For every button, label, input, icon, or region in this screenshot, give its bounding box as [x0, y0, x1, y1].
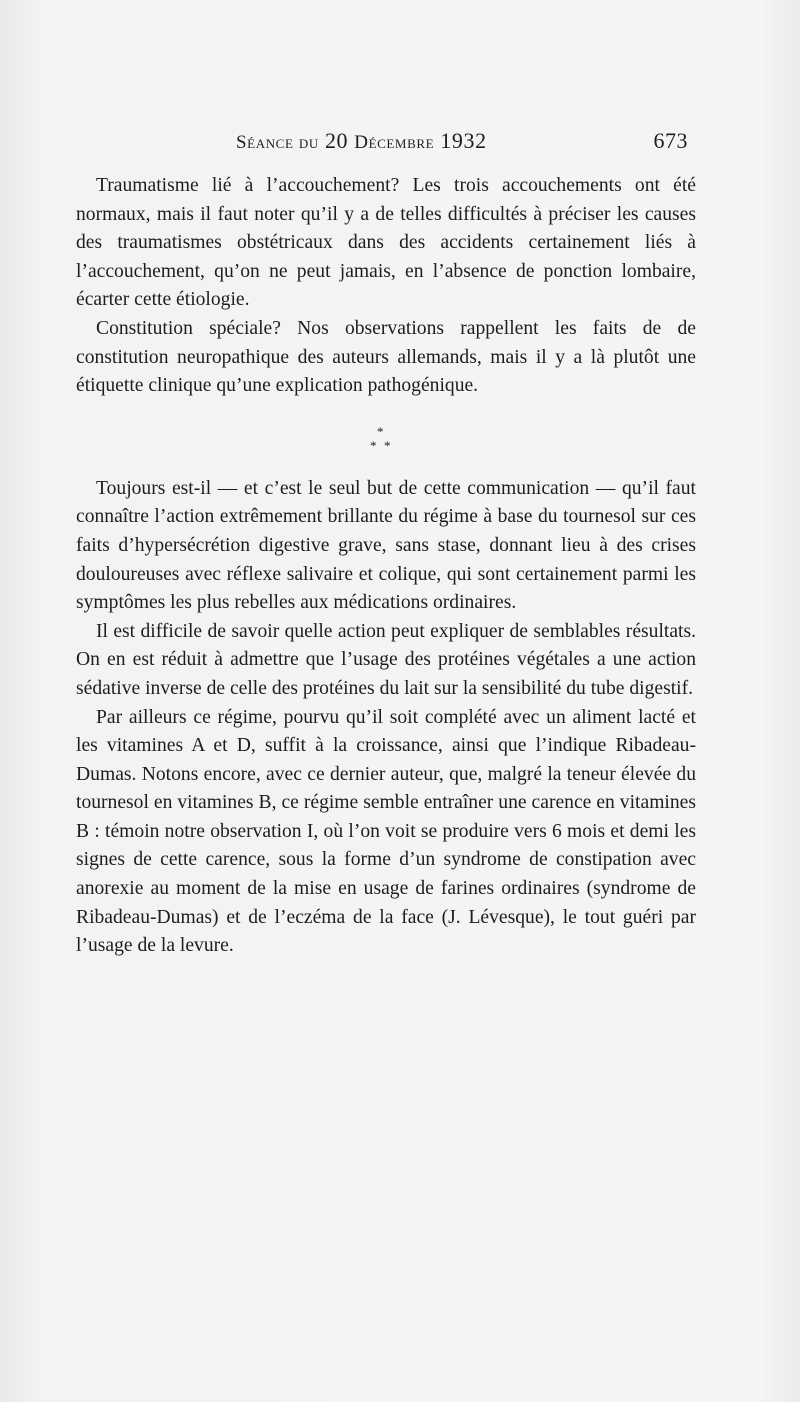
paragraph-traumatisme: Traumatisme lié à l’accouchement? Les trois accouchements ont été normaux, mais il faut noter qu’il y a de telles difficultés à préciser les causes des traumatismes obstétricaux dans des accidents certainement liés à l’accouchement, qu’on ne peut jamais, en l’absence de ponction lombaire, écarter cette étiologie. [76, 175, 696, 311]
paragraph-difficile: Il est difficile de savoir quelle action peut expliquer de semblables résultats. On en est réduit à admettre que l’usage des protéines végétales a une action sédative inverse de celle des protéines du lait sur la sensibilité du tube digestif. [76, 620, 696, 699]
running-title-year: 1932 [440, 128, 487, 153]
second-section [76, 475, 696, 961]
running-title-day: 20 [324, 128, 349, 153]
body-text [76, 172, 696, 961]
running-title-prefix: Séance du [236, 132, 319, 153]
asterism-separator [76, 401, 696, 475]
page-header [76, 128, 688, 164]
running-title [236, 128, 487, 154]
paragraph-constitution: Constitution spéciale? Nos observations rappellent les faits de de constitution neuropathique des auteurs allemands, mais il y a là plutôt une étiquette clinique qu’une explication pathogénique. [76, 317, 696, 397]
asterism-star-left: * [370, 437, 377, 453]
paragraph-ailleurs: Par ailleurs ce régime, pourvu qu’il soit complété avec un aliment lacté et les vitamines A et D, suffit à la croissance, ainsi que l’indique Ribadeau-Dumas. Notons encore, avec ce dernier auteur, que, malgré la teneur élevée du tournesol en vitamines B, ce régime semble entraîner une carence en vitamines B : témoin notre observation I, où l’on voit se produire vers 6 mois et demi les signes de cette carence, sous la forme d’un syndrome de constipation avec anorexie au moment de la mise en usage de farines ordinaires (syndrome de Ribadeau-Dumas) et de l’eczéma de la face (J. Lévesque), le tout guéri par l’usage de la levure. [76, 706, 696, 957]
running-title-month: Décembre [354, 132, 435, 153]
asterism-star-right: * [384, 437, 391, 453]
page-number: 673 [653, 128, 688, 153]
paragraph-toujours: Toujours est-il — et c’est le seul but de cette communication — qu’il faut connaître l’action extrêmement brillante du régime à base du tournesol sur ces faits d’hypersécrétion digestive grave, sans stase, donnant lieu à des crises douloureuses avec réflexe salivaire et colique, qui sont certainement parmi les symptômes les plus rebelles aux médications ordinaires. [76, 477, 696, 614]
asterism-star-top: * [377, 423, 384, 439]
